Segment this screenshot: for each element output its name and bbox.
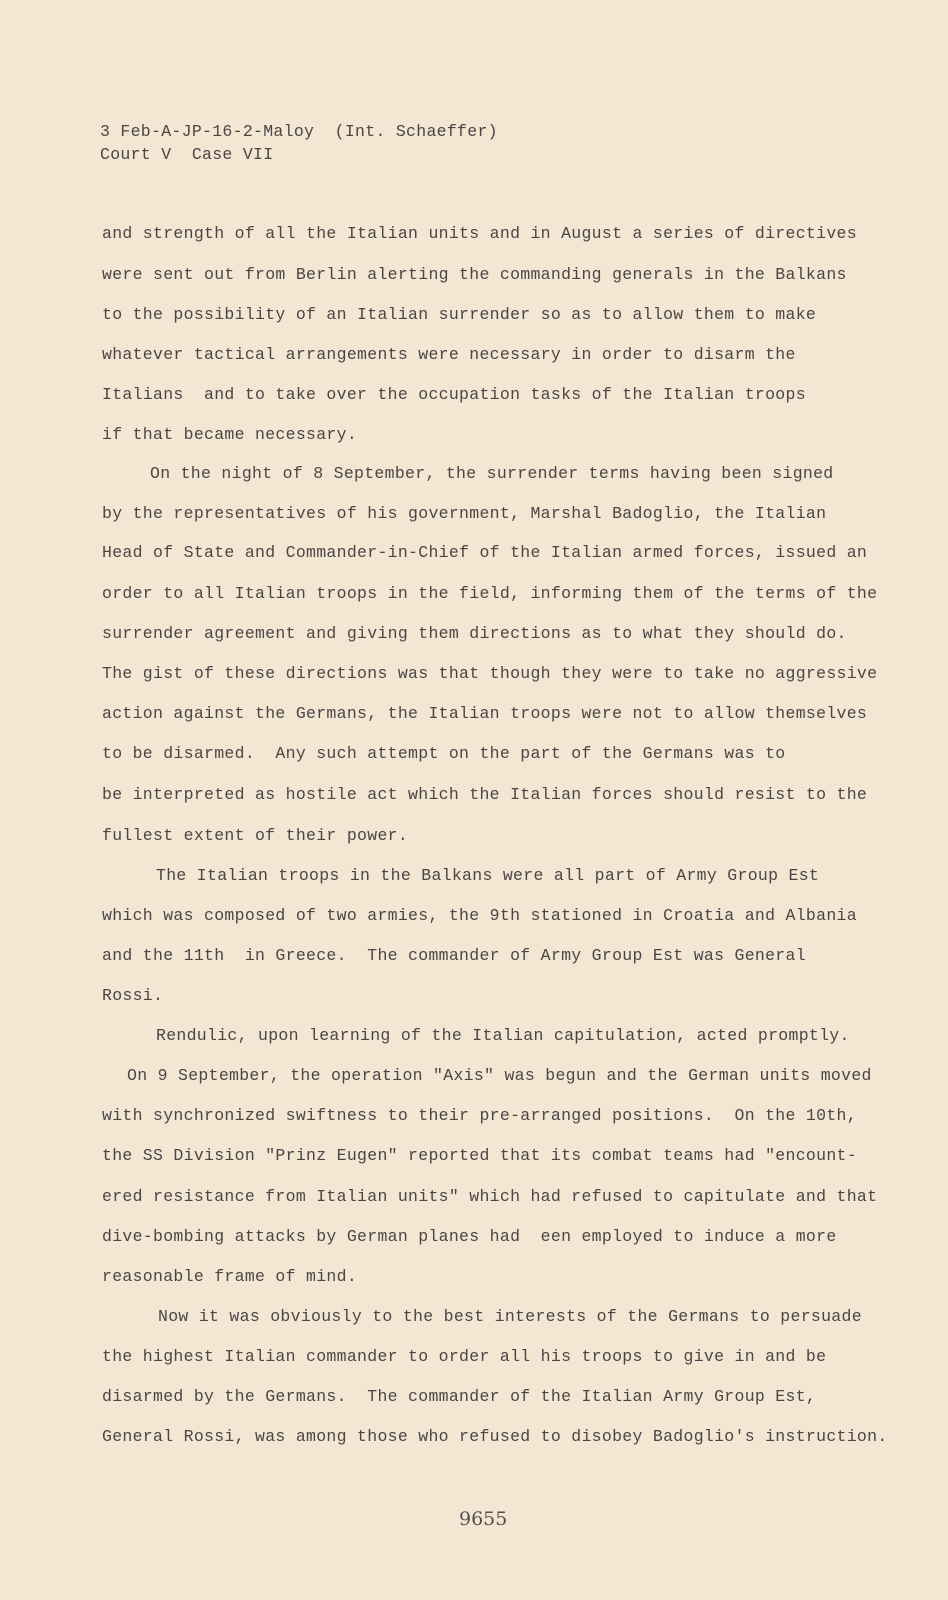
body-line: reasonable frame of mind. [102, 1267, 358, 1286]
body-line: Rendulic, upon learning of the Italian capitulation, acted promptly. [156, 1026, 850, 1045]
body-line: The gist of these directions was that though they were to take no aggressive [102, 664, 878, 683]
body-line: Italians and to take over the occupation tasks of the Italian troops [102, 385, 806, 404]
body-line: fullest extent of their power. [102, 826, 409, 845]
body-line: be interpreted as hostile act which the Italian forces should resist to the [102, 785, 868, 804]
body-line: the SS Division "Prinz Eugen" reported that its combat teams had "encount- [102, 1146, 857, 1165]
body-line: action against the Germans, the Italian troops were not to allow themselves [102, 704, 868, 723]
body-line: General Rossi, was among those who refused to disobey Badoglio's instruction. [102, 1427, 888, 1446]
body-line: which was composed of two armies, the 9th stationed in Croatia and Albania [102, 906, 857, 925]
body-line: with synchronized swiftness to their pre-arranged positions. On the 10th, [102, 1106, 857, 1125]
body-line: to be disarmed. Any such attempt on the part of the Germans was to [102, 744, 786, 763]
body-line: to the possibility of an Italian surrender so as to allow them to make [102, 305, 817, 324]
body-line: Head of State and Commander-in-Chief of the Italian armed forces, issued an [102, 543, 868, 562]
header-court-case: Court V Case VII [100, 145, 274, 164]
body-line: Now it was obviously to the best interests of the Germans to persuade [158, 1307, 862, 1326]
body-line: dive-bombing attacks by German planes had een employed to induce a more [102, 1227, 837, 1246]
header-case-reference: 3 Feb-A-JP-16-2-Maloy (Int. Schaeffer) [100, 122, 498, 141]
body-line: and the 11th in Greece. The commander of Army Group Est was General [102, 946, 806, 965]
body-line: order to all Italian troops in the field, informing them of the terms of the [102, 584, 878, 603]
page-number: 9655 [459, 1508, 508, 1530]
body-line: The Italian troops in the Balkans were all part of Army Group Est [156, 866, 820, 885]
body-line: were sent out from Berlin alerting the commanding generals in the Balkans [102, 265, 847, 284]
body-line: ered resistance from Italian units" which had refused to capitulate and that [102, 1187, 878, 1206]
body-line: if that became necessary. [102, 425, 358, 444]
body-line: the highest Italian commander to order all his troops to give in and be [102, 1347, 827, 1366]
body-line: by the representatives of his government, Marshal Badoglio, the Italian [102, 504, 827, 523]
body-line: surrender agreement and giving them directions as to what they should do. [102, 624, 847, 643]
body-line: Rossi. [102, 986, 164, 1005]
body-line: and strength of all the Italian units and in August a series of directives [102, 224, 857, 243]
body-line: whatever tactical arrangements were necessary in order to disarm the [102, 345, 796, 364]
body-line: On 9 September, the operation "Axis" was begun and the German units moved [127, 1066, 872, 1085]
body-line: On the night of 8 September, the surrender terms having been signed [150, 464, 834, 483]
body-line: disarmed by the Germans. The commander of the Italian Army Group Est, [102, 1387, 817, 1406]
